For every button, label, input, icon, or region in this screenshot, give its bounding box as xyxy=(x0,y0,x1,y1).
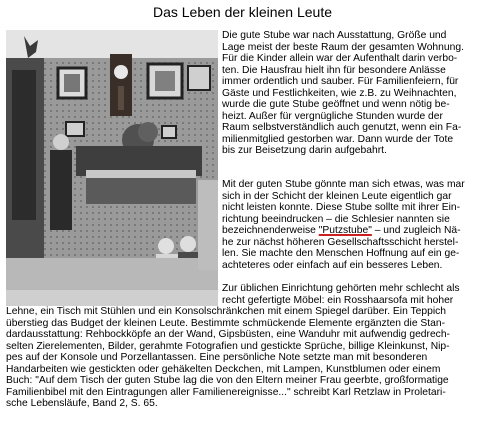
text-line: milienmitglied gestorben war. Dann wurde der Tote xyxy=(222,133,454,145)
text-line: Raum selbstverständlich auch genutzt, wenn ein Fa- xyxy=(222,122,462,133)
text-line: Familienbibel mit den Eintragungen aller Familienereignisse..." schreibt Karl Retzlaw in Proletari- xyxy=(6,386,446,398)
text-line: len. Sie machte den Menschen Hoffnung auf ein ge- xyxy=(222,248,460,259)
text-line: ten. Die Hausfrau hielt ihn für besondere Anlässe xyxy=(222,64,446,76)
text-line: pes auf der Konsole und Porzellantassen. Eine persönliche Note setzte man mit besonderen xyxy=(6,352,428,363)
paragraph-treat xyxy=(222,179,484,271)
text-line: wurde die gute Stube geöffnet und wenn nötig be- xyxy=(222,99,450,110)
page-title: Das Leben der kleinen Leute xyxy=(152,4,333,20)
text-line: heizt. Außer für vergnügliche Stunden wurde der xyxy=(222,110,443,122)
text-line: nicht leisten konnte. Diese Stube sollte mit ihrer Ein- xyxy=(222,202,461,213)
text-line: selten Zierelementen, Bilder, gerahmte Fotografien und gestickte Sprüche, billige Kleinkunst, Nip- xyxy=(6,340,450,352)
text-line: Handarbeiten wie gestickten oder gehäkelten Deckchen, mit Lampen, Kunstblumen oder einem xyxy=(6,363,441,375)
text-line: Zur üblichen Einrichtung gehörten mehr schlecht als xyxy=(222,283,460,294)
paragraph-furnishing-start xyxy=(222,283,484,306)
text-line: Buch: "Auf dem Tisch der guten Stube lag die von den Eltern meiner Frau geerbte, großformatige xyxy=(6,375,449,386)
historical-photo xyxy=(6,30,218,306)
room-photo-icon xyxy=(6,30,218,306)
text-line: richtung beeindrucken – die Schlesier nannten sie xyxy=(222,213,450,225)
text-line: Lage meist der beste Raum der gesamten Wohnung. xyxy=(222,41,464,53)
text-line: sich in der Schicht der kleinen Leute eigentlich gar xyxy=(222,190,452,202)
paragraph-furnishing xyxy=(6,306,484,410)
text-line: Die gute Stube war nach Ausstattung, Größe und xyxy=(222,30,447,41)
paragraph-good-room xyxy=(222,30,484,157)
text-line: Mit der guten Stube gönnte man sich etwas, was mar xyxy=(222,179,465,190)
text-line: Für die Kinder allein war der Aufenthalt darin verbo- xyxy=(222,53,458,64)
text-line: dardausstattung: Rehbockköpfe an der Wand, Gipsbüsten, eine Wanduhr mit aufwendig gedrech- xyxy=(6,329,450,340)
text-line: sche Lebensläufe, Band 2, S. 65. xyxy=(6,398,158,409)
text-line: achteteres oder einfach auf ein besseres Leben. xyxy=(222,259,443,271)
text-line-highlight: bezeichnenderweise "Putzstube" – und zugleich Nä- xyxy=(222,225,461,236)
text-line: he zur nächst höheren Gesellschaftsschicht herstel- xyxy=(222,236,459,248)
text-line: überstieg das Budget der kleinen Leute. Bestimmte schmückende Elemente ergänzten die Stan- xyxy=(6,317,446,329)
highlighted-term: "Putzstube" xyxy=(318,225,372,236)
text-line: bis zur Beisetzung darin aufgebahrt. xyxy=(222,145,387,156)
text-line: immer ordentlich und sauber. Für Familienfeiern, für xyxy=(222,76,459,87)
text-line: Lehne, ein Tisch mit Stühlen und ein Konsolschränkchen mit einem Spiegel darüber. Ein Teppich xyxy=(6,306,446,317)
text-line: recht gefertigte Möbel: ein Rosshaarsofa mit hoher xyxy=(222,294,454,306)
text-line: Gäste und Festlichkeiten, wie z.B. zu Weihnachten, xyxy=(222,87,457,99)
